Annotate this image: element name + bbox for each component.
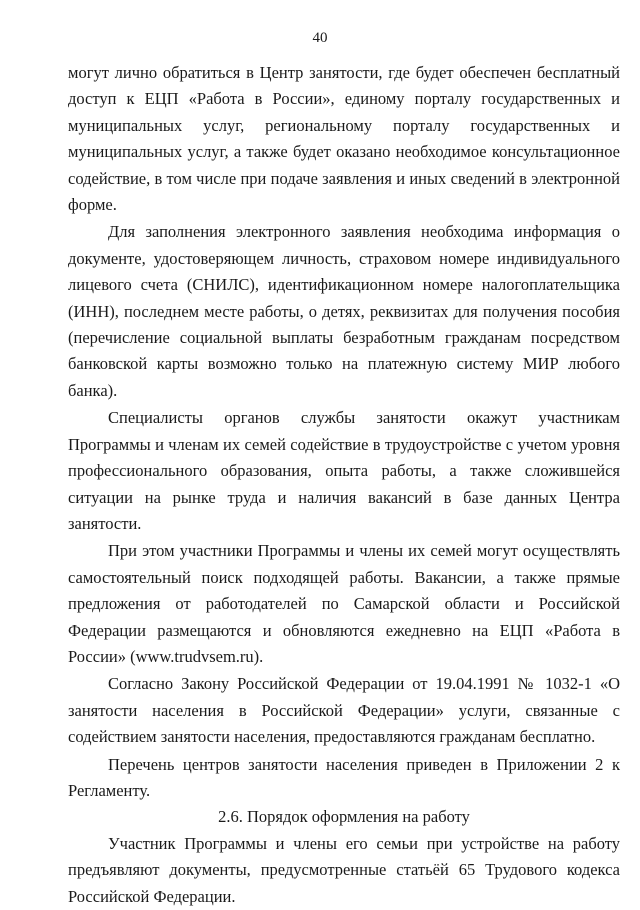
- document-body: [68, 60, 620, 910]
- paragraph-employment-assistance: Специалисты органов службы занятости окажут участникам Программы и членам их семей содействие в трудоустройстве с учетом уровня профессионального образования, опыта работы, а также сложившейся ситуации на рынке труда и наличия вакансий в базе данных Центра занятости.: [68, 408, 620, 533]
- section-heading: 2.6. Порядок оформления на работу: [218, 807, 470, 827]
- paragraph-employment-documents: Участник Программы и члены его семьи при устройстве на работу предъявляют документы, предусмотренные статьёй 65 Трудового кодекса Российской Федерации.: [68, 833, 620, 906]
- paragraph-required-info: Для заполнения электронного заявления необходима информация о документе, удостоверяющем личность, страховом номере индивидуального лицевого счета (СНИЛС), идентификационном номере налогоплательщика (ИНН), последнем месте работы, о детях, реквизитах для получения пособия (перечисление социальной выплаты безработным гражданам посредством банковской карты возможно только на платежную систему МИР любого банка).: [68, 222, 620, 400]
- paragraph-law-reference: Согласно Закону Российской Федерации от 19.04.1991 № 1032-1 «О занятости населения в Российской Федерации» услуги, связанные с содействием занятости населения, предоставляются гражданам бесплатно.: [68, 674, 620, 747]
- page-number: 40: [312, 30, 328, 46]
- paragraph-centers-list: Перечень центров занятости населения приведен в Приложении 2 к Регламенту.: [68, 754, 620, 800]
- paragraph-continuation: могут лично обратиться в Центр занятости, где будет обеспечен бесплатный доступ к ЕЦП «Работа в России», единому порталу государственных и муниципальных услуг, региональному порталу государственных и муниципальных услуг, а также будет оказано необходимое консультационное содействие, в том числе при подаче заявления и иных сведений в электронной форме.: [68, 63, 620, 215]
- paragraph-job-search: При этом участники Программы и члены их семей могут осуществлять самостоятельный поиск подходящей работы. Вакансии, а также прямые предложения от работодателей по Самарской области и Российской Федерации размещаются и обновляются ежедневно на ЕЦП «Работа в России» (www.trudvsem.ru).: [68, 541, 620, 666]
